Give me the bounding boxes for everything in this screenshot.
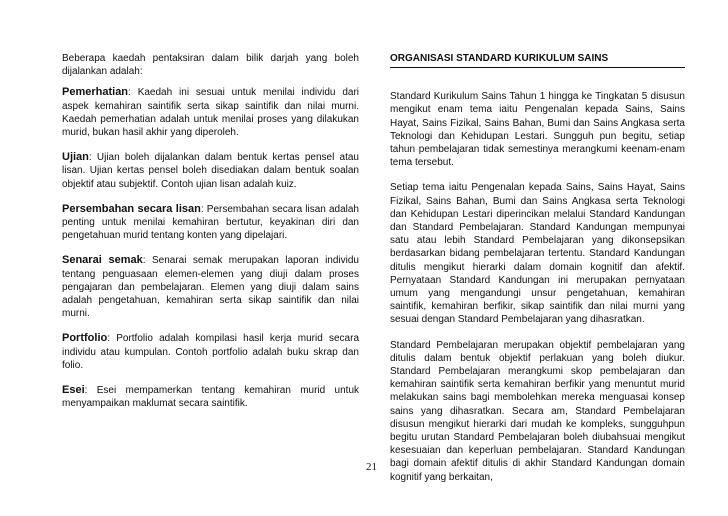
page-number: 21 bbox=[366, 461, 377, 473]
method-separator: : bbox=[88, 152, 97, 164]
method-term: Senarai semak bbox=[62, 254, 143, 267]
method-oral-presentation bbox=[62, 203, 359, 243]
method-portfolio bbox=[62, 332, 359, 372]
method-checklist bbox=[62, 254, 359, 320]
body-paragraph: Standard Pembelajaran merupakan objektif pembelajaran yang ditulis dalam bentuk objektif perlakuan yang boleh diukur. Standard Pembelajaran merangkumi skop pembelajaran dan kemahiran saintifik serta kemahiran berfikir yang menuntut murid melakukan sains bagi membolehkan mereka menguasai konsep sains yang dihasratkan. Secara am, Standard Pembelajaran disusun mengikut hierarki dari mudah ke kompleks, sungguhpun begitu urutan Standard Pembelajaran boleh diubahsuai mengikut kesesuaian dan keperluan pembelajaran. Standard Kandungan bagi domain afektif ditulis di akhir Standard Kandungan domain kognitif yang berkaitan, bbox=[390, 339, 685, 483]
method-text: Portfolio adalah kompilasi hasil kerja murid secara individu atau kumpulan. Contoh portfolio adalah buku skrap dan folio. bbox=[62, 333, 360, 371]
method-separator: : bbox=[84, 385, 97, 397]
right-column bbox=[390, 52, 685, 496]
body-paragraph: Setiap tema iaitu Pengenalan kepada Sains, Sains Hayat, Sains Fizikal, Sains Bahan, Bumi dan Sains Angkasa serta Teknologi dan Kehidupan Lestari diperincikan melalui Standard Kandungan dan Standard Pembelajaran. Standard Kandungan mempunyai satu atau lebih Standard Pembelajaran yang dikonsepsikan berdasarkan bidang pembelajaran tertentu. Standard Kandungan ditulis mengikut hierarki dalam domain kognitif dan afektif. Pernyataan Standard Kandungan ini merupakan pernyataan umum yang mengandungi unsur pengetahuan, kemahiran saintifik, kemahiran berfikir, sikap saintifik dan nilai murni yang sesuai dengan Standard Pembelajaran yang dihasratkan. bbox=[390, 182, 685, 326]
method-separator: : bbox=[107, 333, 117, 345]
method-term: Portfolio bbox=[62, 332, 108, 345]
method-text: Kaedah ini sesuai untuk menilai individu dari aspek kemahiran saintifik serta sikap saintifik dan nilai murni. Kaedah pemerhatian adalah untuk menilai proses yang dilakukan murid, bukan hasil akhir yang diperoleh. bbox=[62, 87, 359, 139]
method-term: Persembahan secara lisan bbox=[62, 202, 201, 215]
method-term: Pemerhatian bbox=[62, 86, 129, 99]
body-paragraph: Standard Kurikulum Sains Tahun 1 hingga ke Tingkatan 5 disusun mengikut enam tema iaitu Pengenalan kepada Sains, Sains Hayat, Sains Fizikal, Sains Bahan, Bumi dan Sains Angkasa serta Teknologi dan Kehidupan Lestari. Sungguh pun begitu, setiap tahun pembelajaran tidak semestinya merangkumi keenam-enam tema tersebut. bbox=[390, 91, 685, 169]
method-separator: : bbox=[128, 87, 138, 99]
method-separator: : bbox=[142, 255, 152, 267]
section-heading: ORGANISASI STANDARD KURIKULUM SAINS bbox=[390, 52, 685, 68]
method-essay bbox=[62, 384, 359, 410]
method-separator: : bbox=[200, 203, 207, 215]
method-text: Ujian boleh dijalankan dalam bentuk kertas pensel atau lisan. Ujian kertas pensel boleh disediakan dalam bentuk soalan objektif atau subjektif. Contoh ujian lisan adalah kuiz. bbox=[62, 152, 359, 190]
method-text: Esei mempamerkan tentang kemahiran murid untuk menyampaikan maklumat secara saintifik. bbox=[62, 385, 360, 410]
method-observation bbox=[62, 86, 359, 139]
method-text: Persembahan secara lisan adalah penting untuk menilai kemahiran bertutur, keyakinan diri dan pengetahuan murid tentang konten yang dipelajari. bbox=[62, 203, 359, 242]
method-term: Esei bbox=[62, 384, 85, 397]
method-term: Ujian bbox=[62, 151, 89, 164]
intro-paragraph: Beberapa kaedah pentaksiran dalam bilik darjah yang boleh dijalankan adalah: bbox=[62, 53, 359, 78]
method-text: Senarai semak merupakan laporan individu tentang penguasaan elemen-elemen yang diuji dalam proses pengajaran dan pembelajaran. Elemen yang diuji dalam sains adalah pengetahuan, kemahiran serta sikap saintifik dan nilai murni. bbox=[62, 255, 359, 320]
left-column bbox=[62, 52, 359, 422]
method-test bbox=[62, 151, 359, 191]
